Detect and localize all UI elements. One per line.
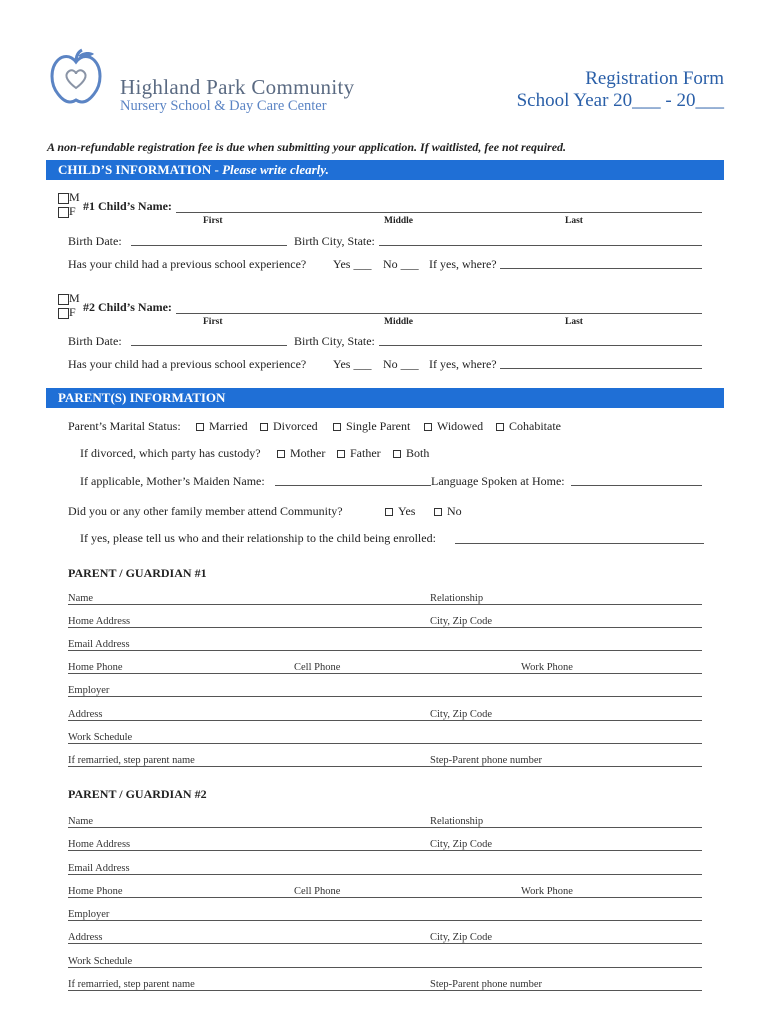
guardian1-address-city-zip-label: City, Zip Code: [430, 709, 493, 720]
guardian1-phone-field[interactable]: [68, 673, 702, 674]
birth-date-field[interactable]: [131, 245, 287, 246]
birth-city-field[interactable]: [379, 245, 702, 246]
attend-label: Did you or any other family member attend Community?: [68, 504, 343, 518]
guardian2-email-label: Email Address: [68, 863, 130, 874]
guardian2-work-schedule-label: Work Schedule: [68, 956, 133, 967]
childs-information-header: [46, 160, 724, 180]
section-title: PARENT(S) INFORMATION: [58, 390, 226, 405]
marital-status-label: Parent’s Marital Status:: [68, 419, 181, 433]
guardian2-title: PARENT / GUARDIAN #2: [68, 787, 207, 801]
maiden-name-label: If applicable, Mother’s Maiden Name:: [80, 474, 265, 488]
language-field[interactable]: [571, 485, 702, 486]
prev-school-label: Has your child had a previous school experience?: [68, 257, 307, 271]
prev-school-yes[interactable]: Yes ___: [333, 357, 372, 371]
marital-single-checkbox[interactable]: Single Parent: [333, 419, 410, 434]
gender-female-checkbox[interactable]: F: [58, 204, 76, 219]
guardian1-city-zip-label: City, Zip Code: [430, 616, 493, 627]
first-label: First: [203, 317, 223, 327]
guardian1-home-address-field[interactable]: [68, 627, 702, 628]
guardian2-work-phone-label: Work Phone: [521, 886, 573, 897]
relationship-enrolled-label: If yes, please tell us who and their relationship to the child being enrolled:: [80, 531, 436, 545]
guardian2-relationship-label: Relationship: [430, 816, 484, 827]
last-label: Last: [565, 216, 583, 226]
custody-both-checkbox[interactable]: Both: [393, 446, 429, 461]
if-yes-where-label: If yes, where?: [429, 257, 497, 271]
if-yes-where-label: If yes, where?: [429, 357, 497, 371]
guardian2-employer-field[interactable]: [68, 920, 702, 921]
marital-divorced-checkbox[interactable]: Divorced: [260, 419, 318, 434]
middle-label: Middle: [384, 317, 414, 327]
marital-cohabitate-checkbox[interactable]: Cohabitate: [496, 419, 561, 434]
guardian1-employer-label: Employer: [68, 685, 110, 696]
guardian2-employer-label: Employer: [68, 909, 110, 920]
child1-name-field[interactable]: [176, 212, 702, 213]
guardian2-email-field[interactable]: [68, 874, 702, 875]
prev-school-where-field[interactable]: [500, 368, 702, 369]
guardian2-home-phone-label: Home Phone: [68, 886, 123, 897]
child2-name-label: #2 Child’s Name:: [83, 300, 172, 314]
guardian1-remarried-field[interactable]: [68, 766, 702, 767]
prev-school-yes[interactable]: Yes ___: [333, 257, 372, 271]
gender-female-checkbox[interactable]: F: [58, 305, 76, 320]
org-subtitle: Nursery School & Day Care Center: [120, 98, 327, 114]
guardian2-name-field[interactable]: [68, 827, 702, 828]
guardian2-remarried-field[interactable]: [68, 990, 702, 991]
section-note: Please write clearly.: [222, 162, 329, 177]
first-label: First: [203, 216, 223, 226]
guardian1-work-schedule-label: Work Schedule: [68, 732, 133, 743]
prev-school-label: Has your child had a previous school experience?: [68, 357, 307, 371]
attend-no-checkbox[interactable]: No: [434, 504, 462, 519]
guardian1-name-field[interactable]: [68, 604, 702, 605]
maiden-name-field[interactable]: [275, 485, 431, 486]
gender-male-checkbox[interactable]: M: [58, 190, 80, 205]
parents-information-header: [46, 388, 724, 408]
birth-date-label: Birth Date:: [68, 234, 122, 248]
custody-mother-checkbox[interactable]: Mother: [277, 446, 325, 461]
guardian1-title: PARENT / GUARDIAN #1: [68, 566, 207, 580]
guardian1-address-field[interactable]: [68, 720, 702, 721]
guardian2-home-address-label: Home Address: [68, 839, 131, 850]
guardian2-step-phone-label: Step-Parent phone number: [430, 979, 542, 990]
guardian1-address-label: Address: [68, 709, 103, 720]
guardian2-address-label: Address: [68, 932, 103, 943]
guardian1-remarried-label: If remarried, step parent name: [68, 755, 195, 766]
guardian1-step-phone-label: Step-Parent phone number: [430, 755, 542, 766]
guardian2-name-label: Name: [68, 816, 94, 827]
attend-yes-checkbox[interactable]: Yes: [385, 504, 415, 519]
guardian1-work-phone-label: Work Phone: [521, 662, 573, 673]
language-label: Language Spoken at Home:: [431, 474, 565, 488]
child1-name-label: #1 Child’s Name:: [83, 199, 172, 213]
guardian1-employer-field[interactable]: [68, 696, 702, 697]
guardian2-address-city-zip-label: City, Zip Code: [430, 932, 493, 943]
guardian1-home-address-label: Home Address: [68, 616, 131, 627]
section-title: CHILD’S INFORMATION -: [58, 162, 223, 177]
child2-name-field[interactable]: [176, 313, 702, 314]
guardian1-name-label: Name: [68, 593, 94, 604]
custody-father-checkbox[interactable]: Father: [337, 446, 381, 461]
marital-widowed-checkbox[interactable]: Widowed: [424, 419, 483, 434]
marital-married-checkbox[interactable]: Married: [196, 419, 248, 434]
school-year: School Year 20___ - 20___: [516, 90, 724, 111]
gender-male-checkbox[interactable]: M: [58, 291, 80, 306]
birth-date-label: Birth Date:: [68, 334, 122, 348]
birth-city-field[interactable]: [379, 345, 702, 346]
org-name: Highland Park Community: [120, 75, 355, 99]
birth-city-label: Birth City, State:: [294, 334, 375, 348]
relationship-enrolled-field[interactable]: [455, 543, 704, 544]
guardian2-address-field[interactable]: [68, 943, 702, 944]
guardian1-email-label: Email Address: [68, 639, 130, 650]
guardian1-cell-phone-label: Cell Phone: [294, 662, 341, 673]
birth-date-field[interactable]: [131, 345, 287, 346]
guardian1-email-field[interactable]: [68, 650, 702, 651]
birth-city-label: Birth City, State:: [294, 234, 375, 248]
last-label: Last: [565, 317, 583, 327]
guardian1-relationship-label: Relationship: [430, 593, 484, 604]
form-title: Registration Form: [585, 68, 724, 89]
apple-logo-icon: [48, 48, 104, 106]
guardian1-work-schedule-field[interactable]: [68, 743, 702, 744]
guardian1-home-phone-label: Home Phone: [68, 662, 123, 673]
fee-notice: A non-refundable registration fee is due when submitting your application. If waitlisted, fee not required.: [47, 140, 567, 154]
custody-label: If divorced, which party has custody?: [80, 446, 261, 460]
guardian2-cell-phone-label: Cell Phone: [294, 886, 341, 897]
guardian2-work-schedule-field[interactable]: [68, 967, 702, 968]
guardian2-home-address-field[interactable]: [68, 850, 702, 851]
middle-label: Middle: [384, 216, 414, 226]
guardian2-city-zip-label: City, Zip Code: [430, 839, 493, 850]
prev-school-no[interactable]: No ___: [383, 257, 419, 271]
prev-school-where-field[interactable]: [500, 268, 702, 269]
guardian2-remarried-label: If remarried, step parent name: [68, 979, 195, 990]
prev-school-no[interactable]: No ___: [383, 357, 419, 371]
guardian2-phone-field[interactable]: [68, 897, 702, 898]
